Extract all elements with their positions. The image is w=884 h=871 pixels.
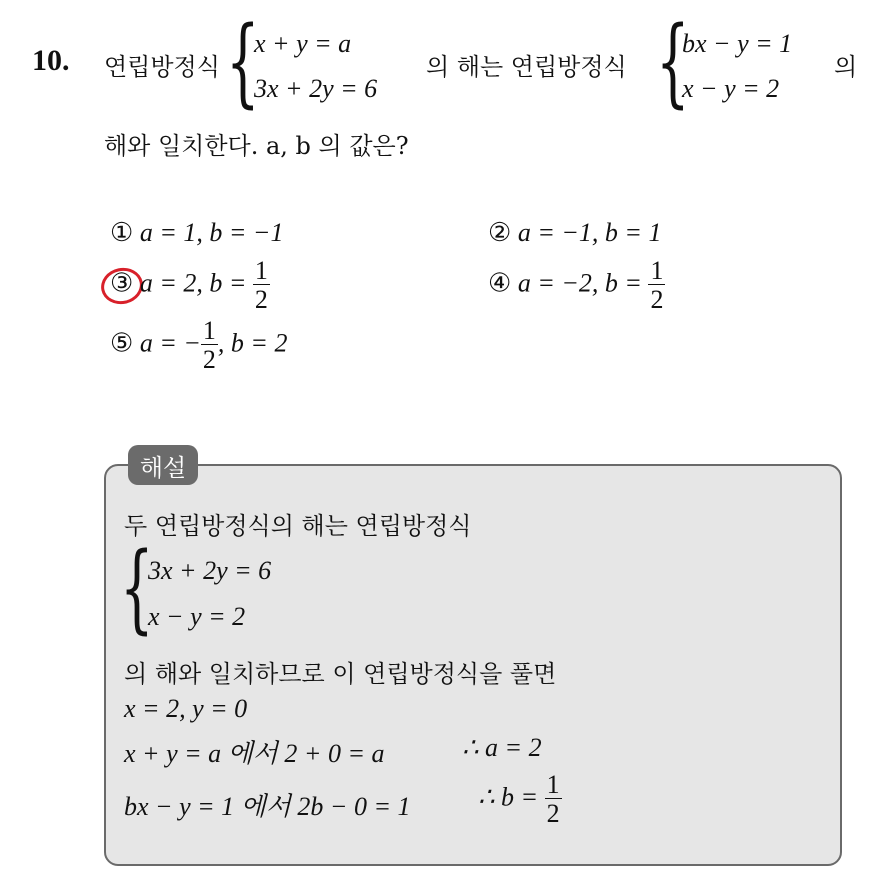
system1-eq2: 3x + 2y = 6 — [254, 74, 378, 103]
system1-eq1: x + y = a — [254, 29, 352, 58]
system2-eq1: bx − y = 1 — [682, 29, 793, 58]
solution-line1: 두 연립방정식의 해는 연립방정식 — [124, 512, 472, 540]
solution-line5a: bx − y = 1 에서 2b − 0 = 1 — [124, 792, 411, 821]
choice-text: a = −1, b = 1 — [517, 218, 662, 247]
solution-system-eq2: x − y = 2 — [148, 602, 246, 631]
question-middle: 의 해는 연립방정식 — [426, 53, 627, 81]
choice-1[interactable] — [110, 218, 283, 248]
choice-mark: ① — [110, 218, 134, 247]
system2-eq2: x − y = 2 — [682, 74, 780, 103]
solution-line4b: ∴ a = 2 — [462, 733, 542, 762]
choice-3[interactable] — [110, 258, 270, 313]
choice-4[interactable] — [488, 258, 665, 313]
solution-line5b: ∴ b = $\frac{1}{2}$ — [478, 770, 560, 828]
choice-text: a = 1, b = −1 — [139, 218, 284, 247]
fraction: $\frac{1}{2}$ — [546, 770, 560, 828]
question-number: 10. — [32, 44, 70, 77]
fraction: $\frac{1}{2}$ — [202, 316, 216, 374]
choice-text: a = − — [139, 328, 201, 358]
choice-mark: ③ — [110, 268, 134, 298]
choice-mark: ⑤ — [110, 328, 134, 358]
left-brace-icon: { — [120, 532, 154, 644]
question-line2: 해와 일치한다. a, b 의 값은? — [104, 132, 409, 160]
fraction: $\frac{1}{2}$ — [254, 256, 268, 314]
choice-text: a = −2, b = — [517, 268, 649, 298]
choice-2[interactable] — [488, 218, 661, 248]
choice-5[interactable] — [110, 318, 287, 373]
choice-mark: ④ — [488, 268, 512, 298]
solution-line4a: x + y = a 에서 2 + 0 = a — [124, 739, 385, 768]
choice-text-b: , b = 2 — [217, 328, 288, 358]
question-intro: 연립방정식 — [104, 53, 220, 81]
left-brace-icon: { — [656, 6, 690, 118]
solution-tag: 해설 — [128, 445, 198, 485]
question-end: 의 — [834, 53, 858, 81]
fraction: $\frac{1}{2}$ — [650, 256, 664, 314]
solution-line3: x = 2, y = 0 — [124, 694, 248, 723]
choice-text: a = 2, b = — [139, 268, 253, 298]
choice-mark: ② — [488, 218, 512, 247]
solution-line2: 의 해와 일치하므로 이 연립방정식을 풀면 — [124, 660, 557, 688]
solution-system-eq1: 3x + 2y = 6 — [148, 556, 272, 585]
left-brace-icon: { — [226, 6, 260, 118]
